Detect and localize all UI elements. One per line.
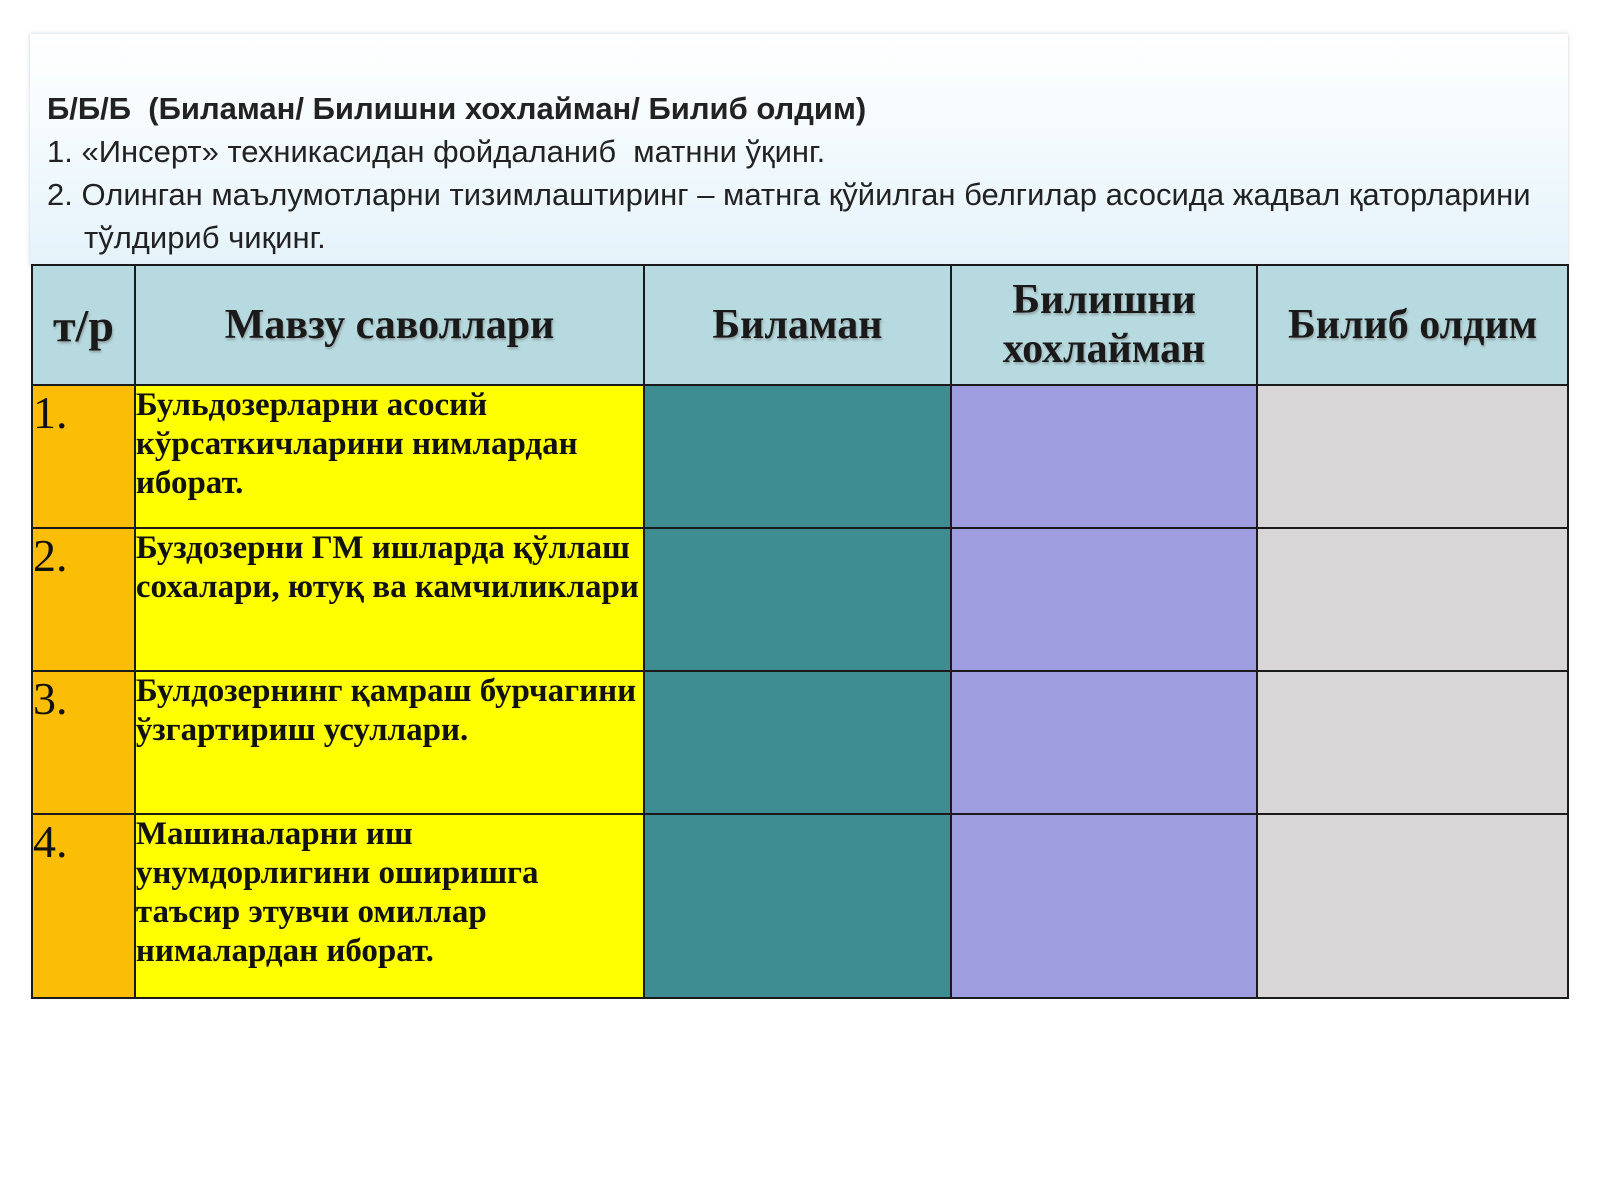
column-header-want: Билишни хохлайман xyxy=(951,265,1258,385)
learned-cell[interactable] xyxy=(1257,385,1568,528)
want-to-know-cell[interactable] xyxy=(951,814,1258,998)
want-to-know-cell[interactable] xyxy=(951,528,1258,671)
row-number: 2. xyxy=(32,528,135,671)
know-cell[interactable] xyxy=(644,671,951,814)
learned-cell[interactable] xyxy=(1257,814,1568,998)
table-row xyxy=(32,385,1568,528)
topic-question: Буздозерни ГМ ишларда қўллаш сохалари, ютуқ ва камчиликлари xyxy=(135,528,644,671)
instructions-block xyxy=(47,87,1547,259)
learned-cell[interactable] xyxy=(1257,671,1568,814)
row-number: 1. xyxy=(32,385,135,528)
want-to-know-cell[interactable] xyxy=(951,385,1258,528)
want-to-know-cell[interactable] xyxy=(951,671,1258,814)
table-row xyxy=(32,528,1568,671)
row-number: 3. xyxy=(32,671,135,814)
bbb-table xyxy=(31,264,1569,999)
table-row xyxy=(32,814,1568,998)
column-header-learned: Билиб олдим xyxy=(1257,265,1568,385)
column-header-know: Биламан xyxy=(644,265,951,385)
column-header-number: т/р xyxy=(32,265,135,385)
topic-question: Булдозернинг қамраш бурчагини ўзгартириш усуллари. xyxy=(135,671,644,814)
topic-question: Бульдозерларни асосий кўрсаткичларини нимлардан иборат. xyxy=(135,385,644,528)
row-number: 4. xyxy=(32,814,135,998)
learned-cell[interactable] xyxy=(1257,528,1568,671)
column-header-topic: Мавзу саволлари xyxy=(135,265,644,385)
know-cell[interactable] xyxy=(644,814,951,998)
table-header-row xyxy=(32,265,1568,385)
know-cell[interactable] xyxy=(644,528,951,671)
instruction-1: 1. «Инсерт» техникасидан фойдаланиб матнни ўқинг. xyxy=(47,134,826,169)
know-cell[interactable] xyxy=(644,385,951,528)
instruction-2: 2. Олинган маълумотларни тизимлаштиринг – матнга қўйилган белгилар асосида жадвал қаторларини тўлдириб чиқинг. xyxy=(47,177,1548,255)
table-row xyxy=(32,671,1568,814)
worksheet-title: Б/Б/Б (Биламан/ Билишни хохлайман/ Билиб олдим) xyxy=(47,91,867,126)
topic-question: Машиналарни иш унумдорлигини оширишга таъсир этувчи омиллар нималардан иборат. xyxy=(135,814,644,998)
